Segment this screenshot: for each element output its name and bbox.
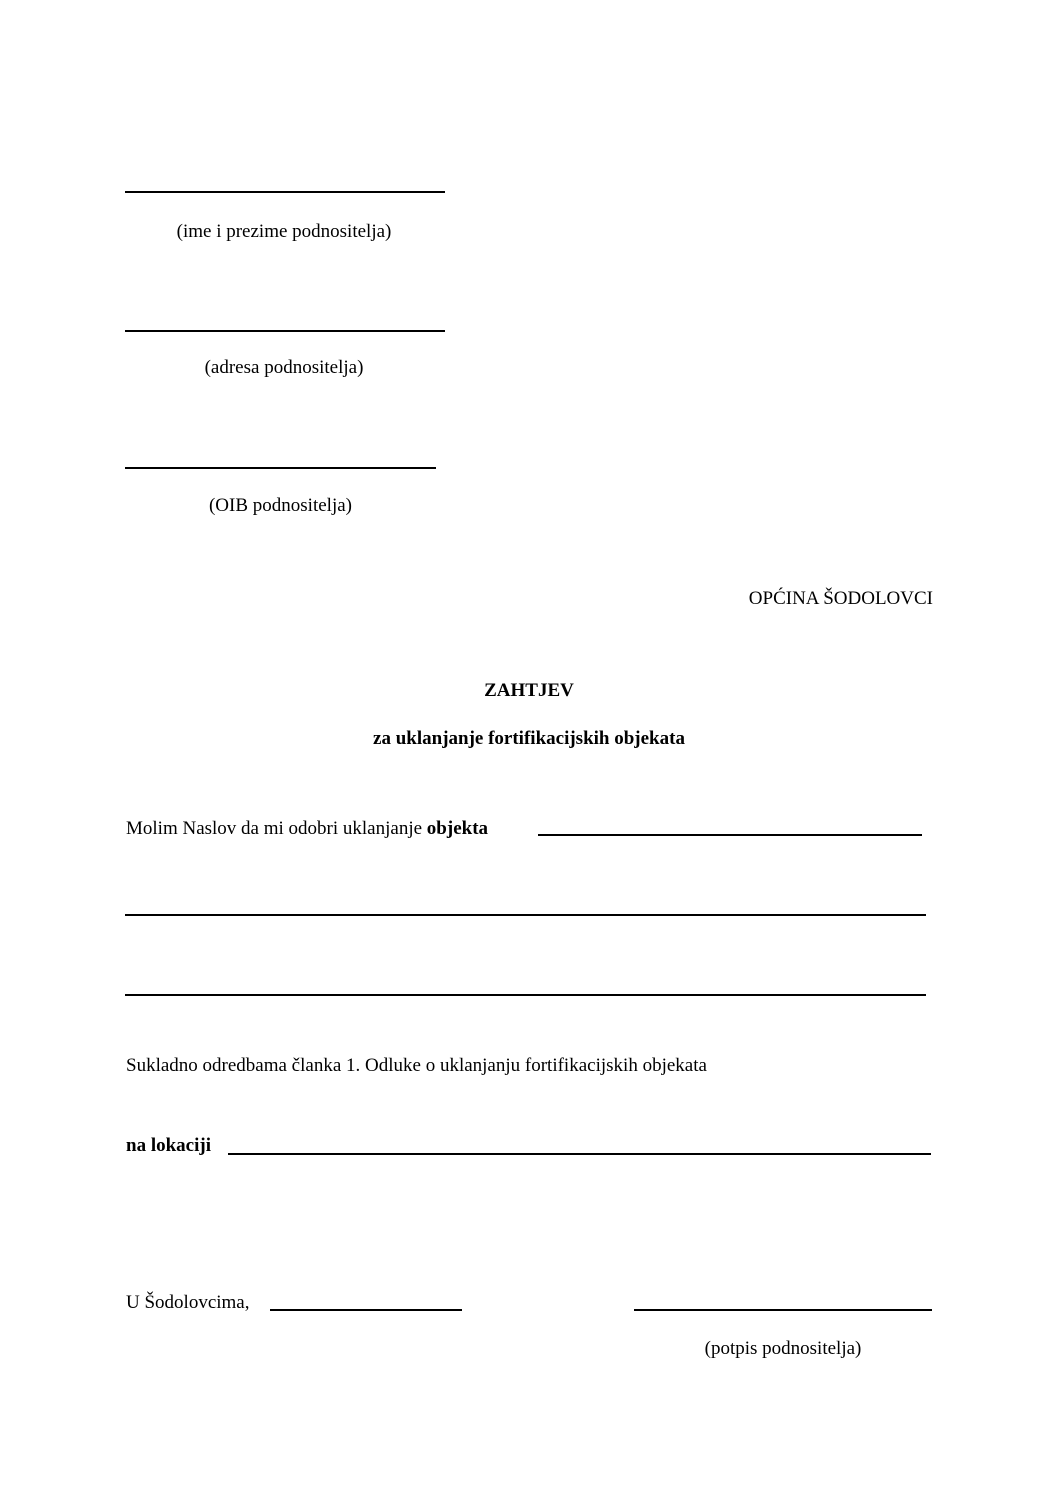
location-label: na lokaciji: [126, 1135, 211, 1156]
signature-caption: (potpis podnositelja): [704, 1338, 862, 1359]
applicant-address-caption: (adresa podnositelja): [204, 357, 364, 378]
request-text-bold: objekta: [426, 818, 489, 839]
applicant-oib-caption: (OIB podnositelja): [208, 495, 352, 516]
date-line[interactable]: [270, 1309, 462, 1311]
place-label: U Šodolovcima,: [126, 1292, 250, 1313]
applicant-oib-line[interactable]: [125, 467, 436, 469]
recipient: OPĆINA ŠODOLOVCI: [748, 588, 933, 609]
object-line-2[interactable]: [125, 914, 926, 916]
legal-basis-text: Sukladno odredbama članka 1. Odluke o uklanjanju fortifikacijskih objekata: [126, 1055, 707, 1076]
object-line-1[interactable]: [538, 834, 922, 836]
request-text-regular: Molim Naslov da mi odobri uklanjanje: [126, 818, 427, 839]
applicant-address-line[interactable]: [125, 330, 445, 332]
document-subtitle: za uklanjanje fortifikacijskih objekata: [373, 728, 685, 749]
signature-line[interactable]: [634, 1309, 932, 1311]
request-text: [126, 818, 488, 840]
applicant-name-line[interactable]: [125, 191, 445, 193]
object-line-3[interactable]: [125, 994, 926, 996]
applicant-name-caption: (ime i prezime podnositelja): [176, 221, 392, 242]
document-title: ZAHTJEV: [484, 680, 574, 701]
location-line[interactable]: [228, 1153, 931, 1155]
